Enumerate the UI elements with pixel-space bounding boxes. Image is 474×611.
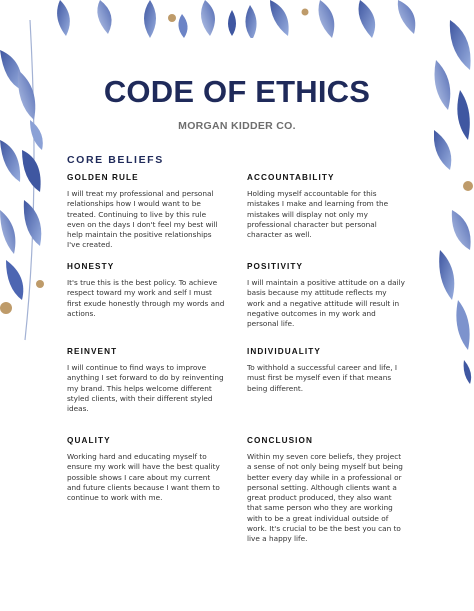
- belief-heading: POSITIVITY: [247, 262, 304, 271]
- belief-heading: CONCLUSION: [247, 436, 314, 445]
- page-title: CODE OF ETHICS: [103, 74, 371, 109]
- belief-heading: INDIVIDUALITY: [247, 347, 321, 356]
- belief-text: I will continue to find ways to improve anything I set forward to do by reinventing my brand. This helps welcome different styled clients, with their different styled ideas.: [67, 363, 224, 414]
- belief-text: To withhold a successful career and life, I must first be myself even if that means being different.: [247, 363, 397, 393]
- belief-text: Within my seven core beliefs, they project a sense of not only being myself but being better every day while in a professional or personal setting. Although clients want a great product produced, they also want that same person who they are working with to be a great individual outside of work. It's crucial to be the best you can to live a happy life.: [247, 452, 403, 544]
- belief-text: Holding myself accountable for this mistakes I make and learning from the mistakes will display not only my professional character but personal character as well.: [247, 189, 389, 240]
- belief-accountability: [247, 173, 405, 240]
- belief-text: I will maintain a positive attitude on a daily basis because my attitude reflects my work and a negative attitude will result in negative outcomes in my work and personal life.: [247, 278, 405, 329]
- section-title-core-beliefs: CORE BELIEFS: [67, 154, 164, 166]
- belief-individuality: [247, 347, 405, 394]
- belief-honesty: [67, 262, 225, 319]
- belief-positivity: [247, 262, 405, 329]
- belief-heading: GOLDEN RULE: [67, 173, 139, 182]
- belief-heading: HONESTY: [67, 262, 115, 271]
- belief-heading: ACCOUNTABILITY: [247, 173, 335, 182]
- belief-text: Working hard and educating myself to ensure my work will have the best quality possible shows I care about my current and future clients because I want them to continue to work with me.: [67, 452, 220, 503]
- belief-heading: REINVENT: [67, 347, 118, 356]
- belief-heading: QUALITY: [67, 436, 111, 445]
- belief-conclusion: [247, 436, 405, 545]
- company-name: MORGAN KIDDER CO.: [178, 120, 296, 132]
- belief-text: I will treat my professional and personal relationships how I would want to be treated. Continuing to live by this rule even on the days I don't feel my best will help maintain the positive relationships I've created.: [67, 189, 218, 250]
- belief-reinvent: [67, 347, 225, 414]
- belief-text: It's true this is the best policy. To achieve respect toward my work and self I must first exude honestly through my words and actions.: [67, 278, 225, 318]
- belief-quality: [67, 436, 225, 503]
- belief-golden-rule: [67, 173, 225, 251]
